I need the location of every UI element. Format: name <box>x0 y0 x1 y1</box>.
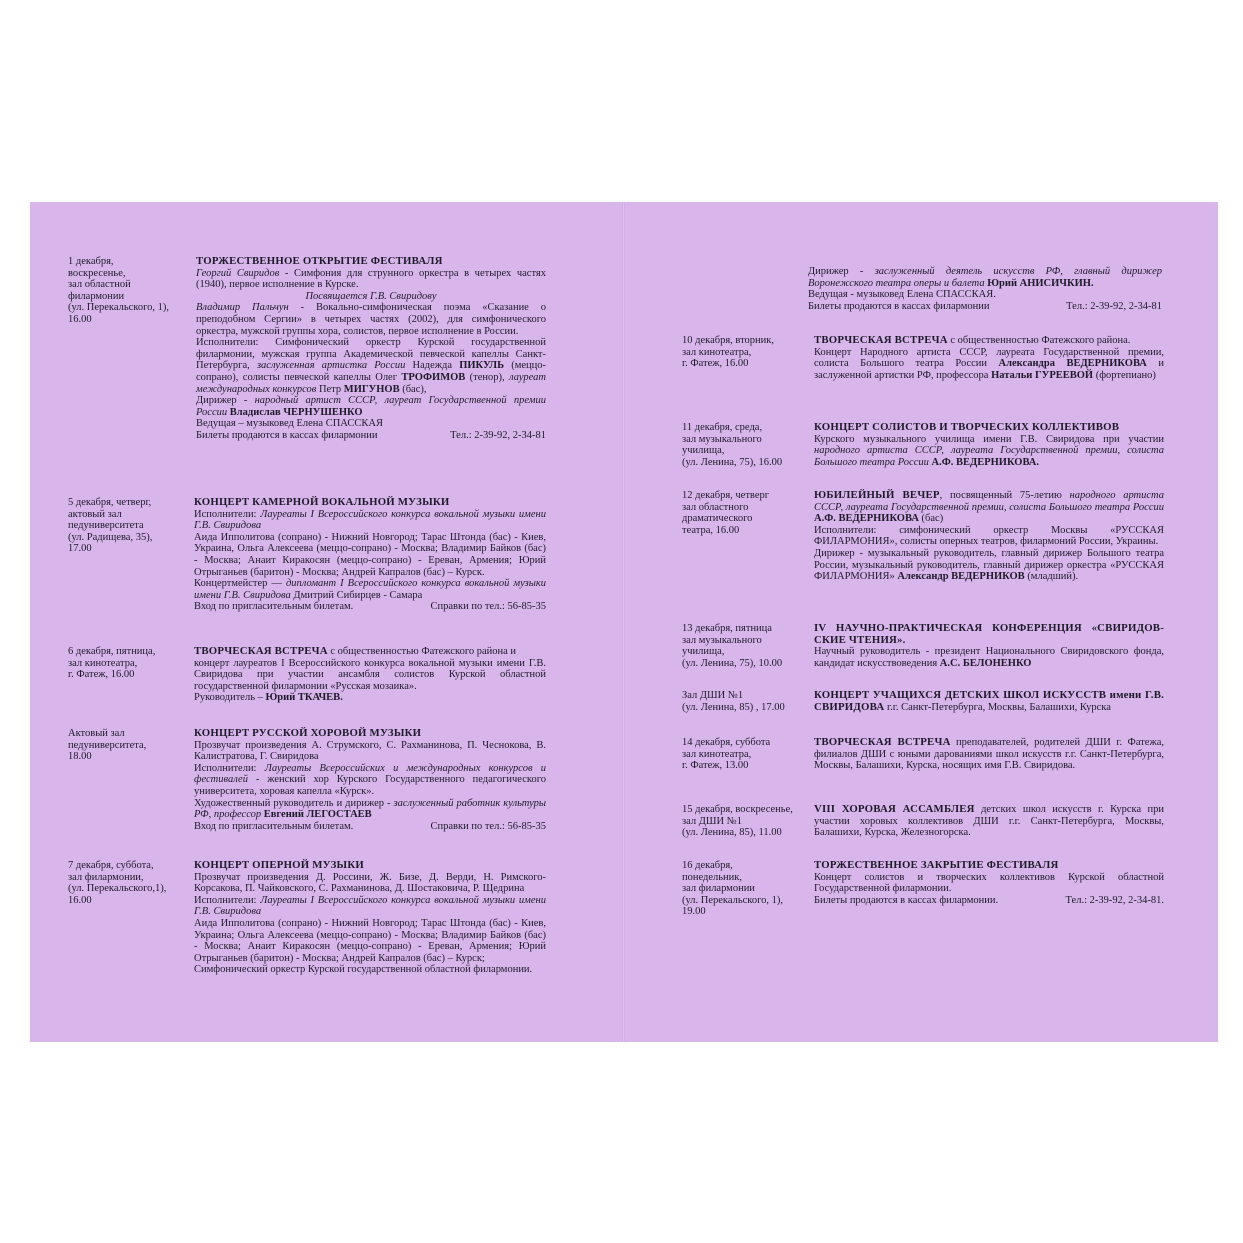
event-venue: Зал ДШИ №1 (ул. Ленина, 85) , 17.00 <box>682 690 785 713</box>
performers: Исполнители: Лауреаты I Всероссийского конкурса вокальной музыки имени Г.В. Свиридова <box>194 508 546 532</box>
conductor: Художественный руководитель и дирижер - заслуженный работник культуры РФ, профессор Евгений ЛЕГОСТАЕВ <box>194 797 546 821</box>
event-venue: 1 декабря, воскресенье, зал областной филармонии (ул. Перекальского, 1), 16.00 <box>68 256 170 325</box>
phone: Тел.: 2-39-92, 2-34-81 <box>1066 300 1162 312</box>
event-venue: 11 декабря, среда, зал музыкального училища, (ул. Ленина, 75), 16.00 <box>682 422 783 468</box>
event-venue: 13 декабря, пятница зал музыкального училища, (ул. Ленина, 75), 10.00 <box>682 623 783 669</box>
program: Прозвучат произведения Д. Россини, Ж. Бизе, Д. Верди, Н. Римского-Корсакова, П. Чайковского, С. Рахманинова, Д. Шостаковича, Р. Щедрина <box>194 871 546 895</box>
event-venue: Актовый зал педуниверситета, 18.00 <box>68 728 147 763</box>
host: Ведущая - музыковед Елена СПАССКАЯ. <box>808 289 996 301</box>
phone: Справки по тел.: 56-85-35 <box>430 601 546 613</box>
event-venue: 7 декабря, суббота, зал филармонии, (ул. Перекальского,1), 16.00 <box>68 860 167 906</box>
event-paragraph: Концерт солистов и творческих коллективов Курской областной Государственной филармонии. <box>814 871 1164 895</box>
conductor: Дирижер - заслуженный деятель искусств РФ, главный дирижер Воронежского театра оперы и балета Юрий АНИСИЧКИН. <box>808 266 1162 289</box>
event-title: КОНЦЕРТ ОПЕРНОЙ МУЗЫКИ <box>194 859 364 871</box>
event-title: ТОРЖЕСТВЕННОЕ ЗАКРЫТИЕ ФЕСТИВАЛЯ <box>814 859 1059 871</box>
leader: Руководитель – Юрий ТКАЧЕВ. <box>194 692 343 704</box>
event-title: ЮБИЛЕЙНЫЙ ВЕЧЕР, посвященный 75-летию народного артиста СССР, лауреата Государственной премии, солиста Большого театра России А.Ф. ВЕДЕРНИКОВА (бас) <box>814 489 1165 525</box>
ticket-info: Билеты продаются в кассах филармонии Тел.: 2-39-92, 2-34-81 <box>196 429 546 441</box>
performers: Исполнители: Симфонический оркестр Курской государственной филармонии, мужская группа Академической певческой капеллы Санкт-Петербурга, заслуженная артистка России Надежда ПИКУЛЬ (меццо-сопрано), солисты певческой капеллы Олег ТРОФИМОВ (тенор), лауреат международных конкурсов Петр МИГУНОВ (бас), <box>196 337 546 395</box>
performers: Исполнители: Лауреаты I Всероссийского конкурса вокальной музыки имени Г.В. Свиридова <box>194 894 546 918</box>
phone: Тел.: 2-39-92, 2-34-81. <box>1065 894 1164 906</box>
host: Ведущая – музыковед Елена СПАССКАЯ <box>196 418 383 430</box>
event-venue: 6 декабря, пятница, зал кинотеатра, г. Фатеж, 16.00 <box>68 646 156 681</box>
event-title: ТВОРЧЕСКАЯ ВСТРЕЧА с общественностью Фатежского района и <box>194 645 517 657</box>
event-venue: 5 декабря, четверг, актовый зал педуниверситета (ул. Радищева, 35), 17.00 <box>68 497 153 555</box>
ticket-info: Билеты продаются в кассах филармонии. Тел.: 2-39-92, 2-34-81. <box>814 894 1164 906</box>
event-title: IV НАУЧНО-ПРАКТИЧЕСКАЯ КОНФЕРЕНЦИЯ «СВИРИДОВ-СКИЕ ЧТЕНИЯ». <box>814 622 1164 646</box>
event-title: ТВОРЧЕСКАЯ ВСТРЕЧА преподавателей, родителей ДШИ г. Фатежа, филиалов ДШИ с юными дарованиями школ искусств г.г. Санкт-Петербурга, Москвы, Балашихи, Курска, носящих имя Г.В. Свиридова. <box>814 736 1165 772</box>
event-title: ТВОРЧЕСКАЯ ВСТРЕЧА с общественностью Фатежского района. <box>814 334 1131 346</box>
event-paragraph: Владимир Пальчун - Вокально-симфоническая поэма «Сказание о преподобном Сергии» в четырех частях (2002), для симфонического оркестра, мужской группы хора, солистов, первое исполнение в России. <box>196 302 546 337</box>
phone: Справки по тел.: 56-85-35 <box>430 820 546 832</box>
conductor: Дирижер - народный артист СССР, лауреат Государственной премии России Владислав ЧЕРНУШЕНКО <box>196 395 546 418</box>
event-title: КОНЦЕРТ КАМЕРНОЙ ВОКАЛЬНОЙ МУЗЫКИ <box>194 496 450 508</box>
event-title: ТОРЖЕСТВЕННОЕ ОТКРЫТИЕ ФЕСТИВАЛЯ <box>196 255 443 267</box>
accompanist: Концертмейстер — дипломант I Всероссийского конкурса вокальной музыки имени Г.В. Свиридова Дмитрий Сибирцев - Самара <box>194 578 546 601</box>
soloists: Аида Ипполитова (сопрано) - Нижний Новгород; Тарас Штонда (бас) - Киев, Украина; Ольга Алексеева (меццо-сопрано) - Москва; Владимир Байков (бас) - Москва; Анаит Киракосян (меццо-сопрано) - Ереван, Армения; Юрий Отрыганьев (баритон) - Москва; Андрей Капралов (бас) – Курск; <box>194 917 546 964</box>
ticket-info: Вход по пригласительным билетам. Справки по тел.: 56-85-35 <box>194 601 546 613</box>
event-title: КОНЦЕРТ УЧАЩИХСЯ ДЕТСКИХ ШКОЛ ИСКУССТВ имени Г.В. СВИРИДОВА г.г. Санкт-Петербурга, Москвы, Балашихи, Курска <box>814 689 1164 713</box>
performers: Исполнители: симфонический оркестр Москвы «РУССКАЯ ФИЛАРМОНИЯ», солисты оперных театров, филармоний России, Украины. <box>814 524 1164 548</box>
event-paragraph: Курского музыкального училища имени Г.В. Свиридова при участии народного артиста СССР, лауреата Государственной премии, солиста Большого театра России А.Ф. ВЕДЕРНИКОВА. <box>814 433 1164 468</box>
ticket-info: Вход по пригласительным билетам. Справки по тел.: 56-85-35 <box>194 820 546 832</box>
event-paragraph: Георгий Свиридов - Симфония для струнного оркестра в четырех частях (1940), первое исполнение в Курске. <box>196 267 546 291</box>
event-venue: 12 декабря, четверг зал областного драматического театра, 16.00 <box>682 490 770 536</box>
event-paragraph: Концерт Народного артиста СССР, лауреата Государственной премии, солиста Большого театра России Александра ВЕДЕРНИКОВА и заслуженной артистки РФ, профессора Натальи ГУРЕЕВОЙ (фортепиано) <box>814 346 1164 381</box>
event-paragraph: Научный руководитель - президент Национального Свиридовского фонда, кандидат искусствоведения А.С. БЕЛОНЕНКО <box>814 646 1164 669</box>
orchestra: Симфонический оркестр Курской государственной областной филармонии. <box>194 964 533 976</box>
soloists: Аида Ипполитова (сопрано) - Нижний Новгород; Тарас Штонда (бас) - Киев, Украина, Ольга Алексеева (меццо-сопрано) - Москва; Владимир Байков (бас) - Москва; Анаит Киракосян (меццо-сопрано) - Ереван, Армения; Юрий Отрыганьев (баритон) - Москва; Андрей Капралов (бас) – Курск. <box>194 531 546 578</box>
performers: Исполнители: Лауреаты Всероссийских и международных конкурсов и фестивалей - женский хор Курского Государственного педагогического университета, хоровая капелла «Курск». <box>194 762 546 797</box>
ticket-info: Билеты продаются в кассах филармонии Тел.: 2-39-92, 2-34-81 <box>808 300 1162 312</box>
event-venue: 10 декабря, вторник, зал кинотеатра, г. Фатеж, 16.00 <box>682 335 775 370</box>
program: Прозвучат произведения А. Струмского, С. Рахманинова, П. Чеснокова, В. Калистратова, Г. Свиридова <box>194 739 546 763</box>
event-title: КОНЦЕРТ РУССКОЙ ХОРОВОЙ МУЗЫКИ <box>194 727 422 739</box>
event-paragraph: концерт лауреатов I Всероссийского конкурса вокальной музыки имени Г.В. Свиридова при участии ансамбля солистов Курской областной государственной филармонии «Русская мозаика». <box>194 657 546 692</box>
event-title: КОНЦЕРТ СОЛИСТОВ И ТВОРЧЕСКИХ КОЛЛЕКТИВОВ <box>814 421 1120 433</box>
event-venue: 14 декабря, суббота зал кинотеатра, г. Фатеж, 13.00 <box>682 737 771 772</box>
event-title: VIII ХОРОВАЯ АССАМБЛЕЯ детских школ искусств г. Курска при участии хоровых коллективов ДШИ г.г. Санкт-Петербурга, Москвы, Балашихи, Курска, Железногорска. <box>814 803 1164 839</box>
page-fold <box>622 202 625 1042</box>
dedication: Посвящается Г.В. Свиридову <box>305 290 437 302</box>
phone: Тел.: 2-39-92, 2-34-81 <box>450 429 546 441</box>
conductor: Дирижер - музыкальный руководитель, главный дирижер Большого театра России, музыкальный руководитель, главный дирижер оркестра «РУССКАЯ ФИЛАРМОНИЯ» Александр ВЕДЕРНИКОВ (младший). <box>814 547 1164 583</box>
event-venue: 16 декабря, понедельник, зал филармонии (ул. Перекальского, 1), 19.00 <box>682 860 784 918</box>
event-venue: 15 декабря, воскресенье, зал ДШИ №1 (ул. Ленина, 85), 11.00 <box>682 804 793 839</box>
